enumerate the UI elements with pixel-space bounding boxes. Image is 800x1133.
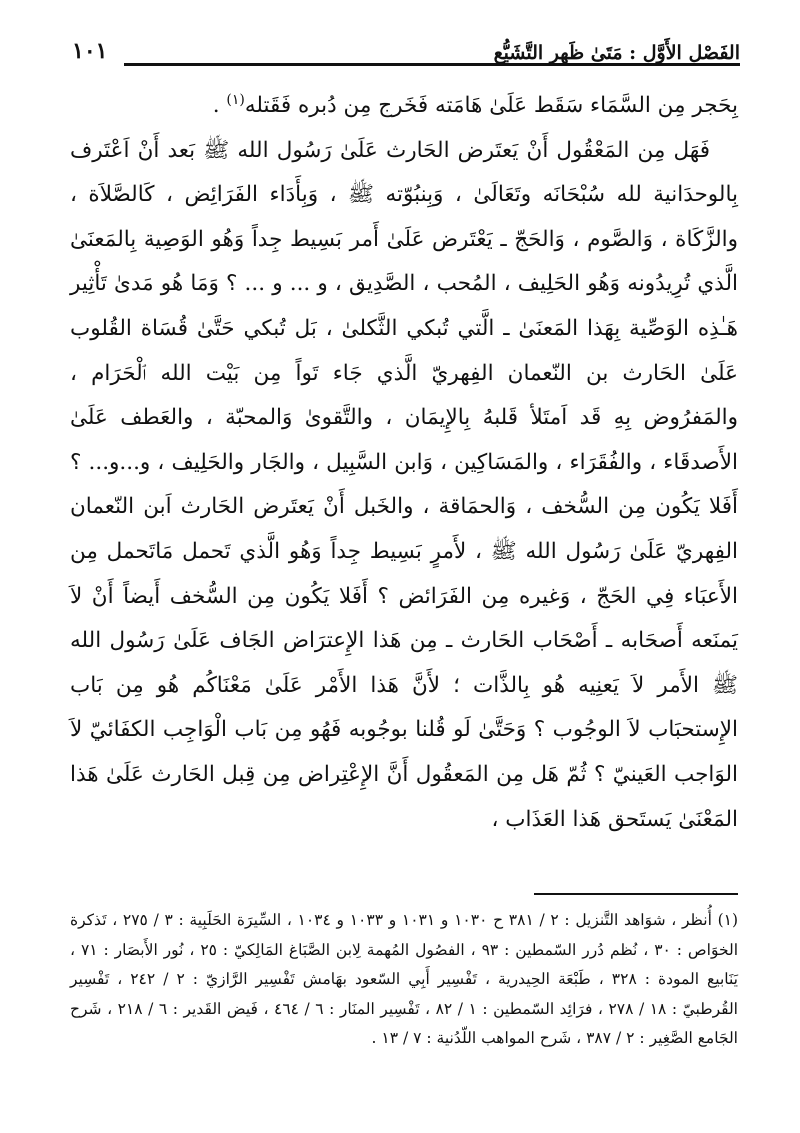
- main-text: [70, 84, 738, 842]
- header-rule: [124, 63, 740, 66]
- footnote-separator: [534, 893, 738, 895]
- paragraph-2: فَهَل مِن المَعْقُول أَنْ يَعتَرض الحَارث عَلَىٰ رَسُول الله ﷺ بَعد أَنْ اَعْتَرف بِالوحدَانية لله سُبْحَانَه وتَعَالَىٰ ، وَبِنبُوّته ﷺ ، وَبِأَدَاء الفَرَائِض ، كَالصَّلاَة ، والزَّكَاة ، وَالصَّوم ، وَالحَجّ ـ يَعْتَرض عَلَىٰ أَمر بَسِيط جِداً وَهُو الوَصِية بِالمَعنَىٰ الَّذي تُرِيدُونه وَهُو الحَلِيف ، المُحب ، الصَّدِيق ، و ... و ... ؟ وَمَا هُو مَدىٰ تَأْثِير هَـٰذِه الوَصِّية بِهَذا المَعنَىٰ ـ الَّتي تُبكي الثَّكلىٰ ، بَل تُبكي حَتَّىٰ قُسَاة القُلوب عَلَىٰ الحَارث بن النّعمان الفِهريّ الَّذي جَاء تَواً مِن بَيْت الله ٱلْحَرَام ، والمَفرُوض بِهِ قَد اَمتَلأ قَلبهُ بِالإِيمَان ، والتَّقوىٰ وَالمحبّة ، والعَطف عَلَىٰ الأَصدقَاء ، والفُقَرَاء ، والمَسَاكِين ، وَابن السَّبِيل ، والجَار والحَلِيف ، و...و... ؟ أَفَلا يَكُون مِن السُّخف ، وَالحمَاقة ، والخَبل أَنْ يَعتَرض الحَارث اَبن النّعمان الفِهريّ عَلَىٰ رَسُول الله ﷺ ، لأَمرٍ بَسِيط جِداً وَهُو الَّذي تَحمل مَاتَحمل مِن الأَعبَاء فِي الحَجّ ، وَغيره مِن الفَرَائض ؟ أَفَلا يَكُون مِن السُّخف أَيضاً أَنْ لاَ يَمنَعه أَصحَابه ـ أَصْحَاب الحَارث ـ مِن هَذا الإِعترَاض الجَاف عَلَىٰ رَسُول الله ﷺ الأَمر لاَ يَعنِيه هُو بِالذَّات ؛ لأَنَّ هَذا الأَمْر عَلَىٰ مَعْنَاكُم هُو مِن بَاب الإِستحبَاب لاَ الوجُوب ؟ وَحَتَّىٰ لَو قُلنا بوجُوبه فَهُو مِن بَاب الْوَاجِب الكفَائيّ لاَ الوَاجب العَينيّ ؟ ثُمّ هَل مِن المَعقُول أَنَّ الإِعْتِراض مِن قِبل الحَارث عَلَىٰ هَذا المَعْنَىٰ يَستَحق هَذا العَذَاب ،: [70, 137, 738, 832]
- footnote-reference: (١): [226, 91, 245, 108]
- paragraph-1: [70, 84, 738, 129]
- footnotes: [70, 906, 738, 1054]
- footnote-1: (١) أُنظر ، شوَاهد التَّنزيل : ٢ / ٣٨١ ح ١٠٣٠ و ١٠٣١ و ١٠٣٣ و ١٠٣٤ ، السِّيرَة الحَلَبِية : ٣ / ٢٧٥ ، تَذكرة الخوَاص : ٣٠ ، نُظم دُرر السّمطين : ٩٣ ، الفصُول المُهمة لِابن الصَّبَاغ المَالِكيّ : ٢٥ ، نُور الأَبصَار : ٧١ ، يَنَابيع المودة : ٣٢٨ ، طَبْعَة الحِيدرية ، تَفْسِير أَبِي السّعود بهَامش تَفْسِير الرَّازيّ : ٢ / ٢٤٢ ، تَفْسِير القُرطبيّ : ١٨ / ٢٧٨ ، فرَائِد السّمطين : ١ / ٨٢ ، تَفْسِير المنَار : ٦ / ٤٦٤ ، فَيض القَدير : ٦ / ٢١٨ ، شَرح الجَامع الصَّغِير : ٢ / ٣٨٧ ، شَرح المواهب اللّدُنية : ٧ / ١٣ .: [70, 911, 739, 1047]
- paragraph-1-end: .: [212, 93, 227, 118]
- page-header: [72, 28, 740, 68]
- chapter-title: الفَصْل الأَوَّل : مَتَىٰ ظَهر التَّشَيُّع: [493, 42, 740, 64]
- paragraph-1-text: بِحَجر مِن السَّمَاء سَقَط عَلَىٰ هَامَته فَخَرج مِن دُبره فَقَتله: [244, 93, 738, 118]
- page-number: ١٠١: [72, 38, 108, 64]
